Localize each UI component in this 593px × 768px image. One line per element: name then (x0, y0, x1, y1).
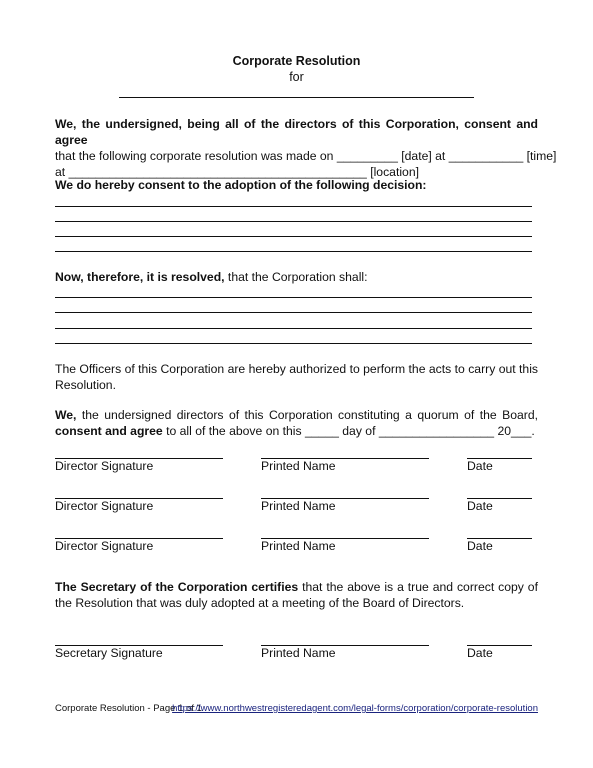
secretary-rest: that the above is a true and correct copy of the Resolution that was duly adopted at a meeting of the Board of Directors. (55, 580, 538, 610)
decision-heading (55, 177, 538, 193)
time-label: [time] (523, 149, 557, 163)
day-blank: _____ (304, 424, 339, 438)
director-signature-label: Director Signature (55, 459, 154, 473)
location-blank: ____________________________________________ (68, 165, 367, 179)
decision-line (55, 221, 532, 222)
resolved-rest: that the Corporation shall: (224, 270, 368, 284)
date-label: Date (467, 499, 493, 513)
quorum-period: . (531, 424, 535, 438)
date-label: [date] at (397, 149, 449, 163)
printed-name-label: Printed Name (261, 499, 336, 513)
quorum-we: We, (55, 408, 77, 422)
date-label: Date (467, 459, 493, 473)
date-label: Date (467, 539, 493, 553)
quorum-consent: consent and agree (55, 424, 163, 438)
date-blank: _________ (336, 149, 398, 163)
director-signature-label: Director Signature (55, 499, 154, 513)
intro-line3: at (55, 165, 69, 179)
decision-heading-text: We do hereby consent to the adoption of the following decision: (55, 178, 427, 192)
secretary-signature-label: Secretary Signature (55, 646, 163, 660)
location-label: [location] (366, 165, 419, 179)
month-blank: _________________ (378, 424, 495, 438)
footer-url-link[interactable]: https://www.northwestregisteredagent.com/legal-forms/corporation/corporate-resolution (172, 703, 538, 714)
date-label: Date (467, 646, 493, 660)
decision-line (55, 206, 532, 207)
secretary-bold: The Secretary of the Corporation certifies (55, 580, 299, 594)
decision-line (55, 251, 532, 252)
quorum-text1: the undersigned directors of this Corporation constituting a quorum of the Board, (76, 408, 538, 422)
footer-page-label: Corporate Resolution - Page 1 of 1 (55, 703, 202, 714)
quorum-paragraph (55, 407, 538, 439)
decision-line (55, 236, 532, 237)
intro-paragraph (55, 116, 557, 180)
year-blank: ___ (511, 424, 532, 438)
officers-paragraph: The Officers of this Corporation are hereby authorized to perform the acts to carry out this Resolution. (55, 362, 538, 392)
quorum-text2: to all of the above on this (162, 424, 305, 438)
day-of-label: day of (338, 424, 379, 438)
printed-name-label: Printed Name (261, 646, 336, 660)
printed-name-label: Printed Name (261, 539, 336, 553)
printed-name-label: Printed Name (261, 459, 336, 473)
intro-bold: We, the undersigned, being all of the directors of this Corporation, consent and agree (55, 117, 538, 147)
director-signature-label: Director Signature (55, 539, 154, 553)
year-prefix: 20 (494, 424, 512, 438)
resolution-line (55, 328, 532, 329)
for-label: for (289, 70, 304, 84)
intro-line2: that the following corporate resolution was made on (55, 149, 337, 163)
resolution-line (55, 312, 532, 313)
corporation-name-line (119, 97, 474, 98)
document-title: Corporate Resolution (232, 54, 361, 68)
resolved-paragraph (55, 269, 538, 285)
resolved-bold: Now, therefore, it is resolved, (55, 270, 225, 284)
resolution-line (55, 297, 532, 298)
resolution-line (55, 343, 532, 344)
secretary-paragraph (55, 579, 538, 611)
time-blank: ___________ (448, 149, 524, 163)
